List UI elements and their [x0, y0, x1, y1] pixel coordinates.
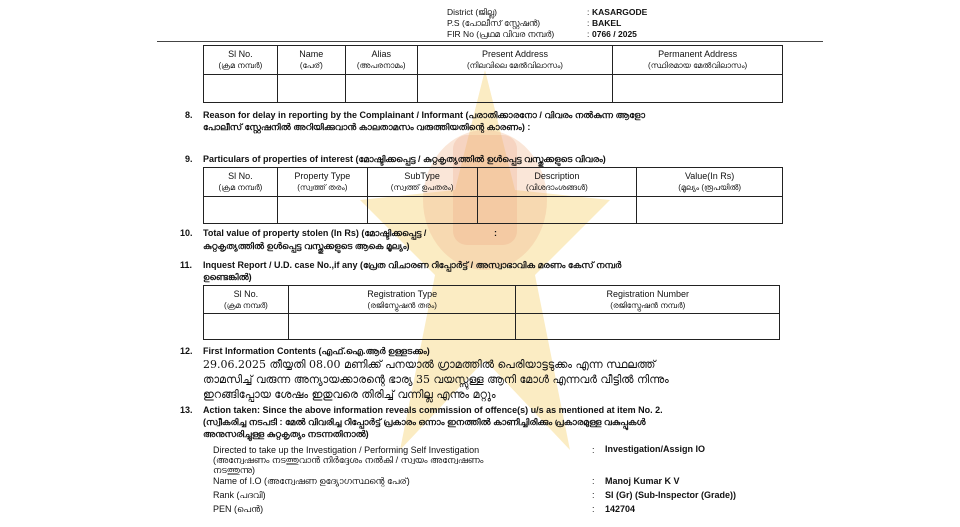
- colon: :: [587, 7, 590, 17]
- table-header-cell: Alias (അപരനാമം): [345, 46, 417, 75]
- action-value-rank: SI (Gr) (Sub-Inspector (Grade)): [605, 490, 737, 500]
- colon: :: [587, 18, 590, 28]
- table-header-cell: Permanent Address (സ്ഥിരമായ മേൽവിലാസം): [613, 46, 783, 75]
- colon: :: [592, 490, 595, 500]
- action-label: Name of I.O (അന്വേഷണ ഉദ്യോഗസ്ഥന്റെ പേര്): [213, 476, 410, 486]
- table-header-cell: Sl No. (ക്രമ നമ്പർ): [204, 46, 278, 75]
- section-10: 10. Total value of property stolen (In Rs) (മോഷ്ടിക്കപ്പെട്ട / :: [180, 228, 497, 238]
- section-10-line2: കുറ്റകൃത്യത്തിൽ ഉൾപ്പെട്ട വസ്തുക്കളുടെ ആകെ മൂല്യം): [203, 241, 410, 251]
- section-8: 8. Reason for delay in reporting by the Complainant / Informant (പരാതിക്കാരനോ / വിവരം നൽകുന്ന ആളോ: [185, 110, 646, 120]
- table-header-cell: Name (പേര്): [277, 46, 345, 75]
- action-label: (അന്വേഷണം നടത്തുവാൻ നിർദ്ദേശം നൽകി / സ്വയം അന്വേഷണം: [213, 455, 484, 465]
- fir-content-line: 29.06.2025 തീയ്യതി 08.00 മണിക്ക് പനയാൽ ഗ്രാമത്തിൽ പെരിയാട്ടടുക്കം എന്ന സ്ഥലത്ത്: [203, 358, 656, 371]
- action-label: നടത്തുന്നു): [213, 465, 256, 475]
- inquest-table: [203, 285, 780, 340]
- section-11: 11. Inquest Report / U.D. case No.,if any (പ്രേത വിചാരണ റിപ്പോർട്ട് / അസ്വാഭാവിക മരണം കേസ് നമ്പർ: [180, 260, 622, 270]
- colon: :: [494, 228, 497, 238]
- section-13-line2: (സ്വീകരിച്ച നടപടി : മേൽ വിവരിച്ച റിപ്പോർട്ട് പ്രകാരം ഒന്നാം ഇനത്തിൽ കാണിച്ചിരിക്കും പ്രകാരമുള്ള വകുപ്പുകൾ: [203, 417, 646, 427]
- section-11-title: Inquest Report / U.D. case No.,if any (പ്രേത വിചാരണ റിപ്പോർട്ട് / അസ്വാഭാവിക മരണം കേസ് നമ്പർ: [203, 260, 622, 270]
- table-header-cell: Value(In Rs) (മൂല്യം (രൂപയിൽ): [637, 168, 783, 197]
- fir-value: 0766 / 2025: [592, 29, 637, 39]
- section-13-line3: അനുസരിച്ചുള്ള കുറ്റകൃത്യം നടന്നതിനാൽ): [203, 429, 369, 439]
- action-label: Directed to take up the Investigation / Performing Self Investigation: [213, 445, 480, 455]
- action-label: PEN (പെൻ): [213, 504, 264, 514]
- table-header-cell: Description (വിശദാംശങ്ങൾ): [477, 168, 637, 197]
- district-value: KASARGODE: [592, 7, 648, 17]
- action-label: Rank (പദവി): [213, 490, 266, 500]
- ps-label: P.S (പോലീസ് സ്റ്റേഷൻ): [447, 18, 541, 28]
- section-8-line2: പോലീസ് സ്റ്റേഷനിൽ അറിയിക്കുവാൻ കാലതാമസം വരുത്തിയതിന്റെ കാരണം) :: [203, 122, 531, 132]
- action-value-io-name: Manoj Kumar K V: [605, 476, 680, 486]
- colon: :: [592, 445, 595, 455]
- district-label: District (ജില്ല): [447, 7, 497, 17]
- section-9: 9. Particulars of properties of interest (മോഷ്ടിക്കപ്പെട്ട / കുറ്റകൃത്യത്തിൽ ഉൾപ്പെട്ട വസ്തുക്കളുടെ വിവരം): [185, 154, 606, 164]
- section-13-title: Action taken: Since the above information reveals commission of offence(s) u/s as mentioned at item No. 2.: [203, 405, 663, 415]
- section-12: 12. First Information Contents (എഫ്.ഐ.ആർ ഉള്ളടക്കം): [180, 346, 430, 356]
- section-13: 13. Action taken: Since the above information reveals commission of offence(s) u/s as mentioned at item No. 2.: [180, 405, 663, 415]
- section-9-title: Particulars of properties of interest (മോഷ്ടിക്കപ്പെട്ട / കുറ്റകൃത്യത്തിൽ ഉൾപ്പെട്ട വസ്തുക്കളുടെ വിവരം): [203, 154, 606, 164]
- section-8-title: Reason for delay in reporting by the Complainant / Informant (പരാതിക്കാരനോ / വിവരം നൽകുന്ന ആളോ: [203, 110, 646, 120]
- colon: :: [587, 29, 590, 39]
- fir-label: FIR No (പ്രഥമ വിവര നമ്പർ): [447, 29, 555, 39]
- table-row: [204, 314, 780, 340]
- table-header-cell: Registration Number (രജിസ്ട്രേഷൻ നമ്പർ): [516, 286, 780, 314]
- table-row: [204, 197, 783, 224]
- table-header-cell: Present Address (നിലവിലെ മേൽവിലാസം): [417, 46, 613, 75]
- accused-table: [203, 45, 783, 103]
- ps-value: BAKEL: [592, 18, 622, 28]
- colon: :: [592, 504, 595, 514]
- table-header-cell: Property Type (സ്വത്ത് തരം): [277, 168, 367, 197]
- table-header-cell: SubType (സ്വത്ത് ഉപതരം): [367, 168, 477, 197]
- fir-content-line: ഇറങ്ങിപ്പോയ ശേഷം ഇതുവരെ തിരിച്ച് വന്നില്ല എന്നും മറ്റും: [203, 388, 496, 401]
- table-header-cell: Sl No. (ക്രമ നമ്പർ): [204, 168, 278, 197]
- section-12-title: First Information Contents (എഫ്.ഐ.ആർ ഉള്ളടക്കം): [203, 346, 430, 356]
- action-value-pen: 142704: [605, 504, 636, 514]
- table-header-cell: Sl No. (ക്രമ നമ്പർ): [204, 286, 289, 314]
- section-10-title: Total value of property stolen (In Rs) (മോഷ്ടിക്കപ്പെട്ട /: [203, 228, 427, 238]
- action-value-directed: Investigation/Assign IO: [605, 444, 706, 454]
- property-table: [203, 167, 783, 224]
- header-divider: [157, 41, 823, 42]
- fir-content-line: താമസിച്ച് വരുന്ന അന്യായക്കാരന്റെ ഭാര്യ 35 വയസ്സുള്ള ആനി മോൾ എന്നവർ വീട്ടിൽ നിന്നും: [203, 373, 669, 386]
- table-row: [204, 75, 783, 103]
- section-11-line2: ഉണ്ടെങ്കിൽ): [203, 272, 252, 282]
- colon: :: [592, 476, 595, 486]
- table-header-cell: Registration Type (രജിസ്ട്രേഷൻ തരം): [288, 286, 516, 314]
